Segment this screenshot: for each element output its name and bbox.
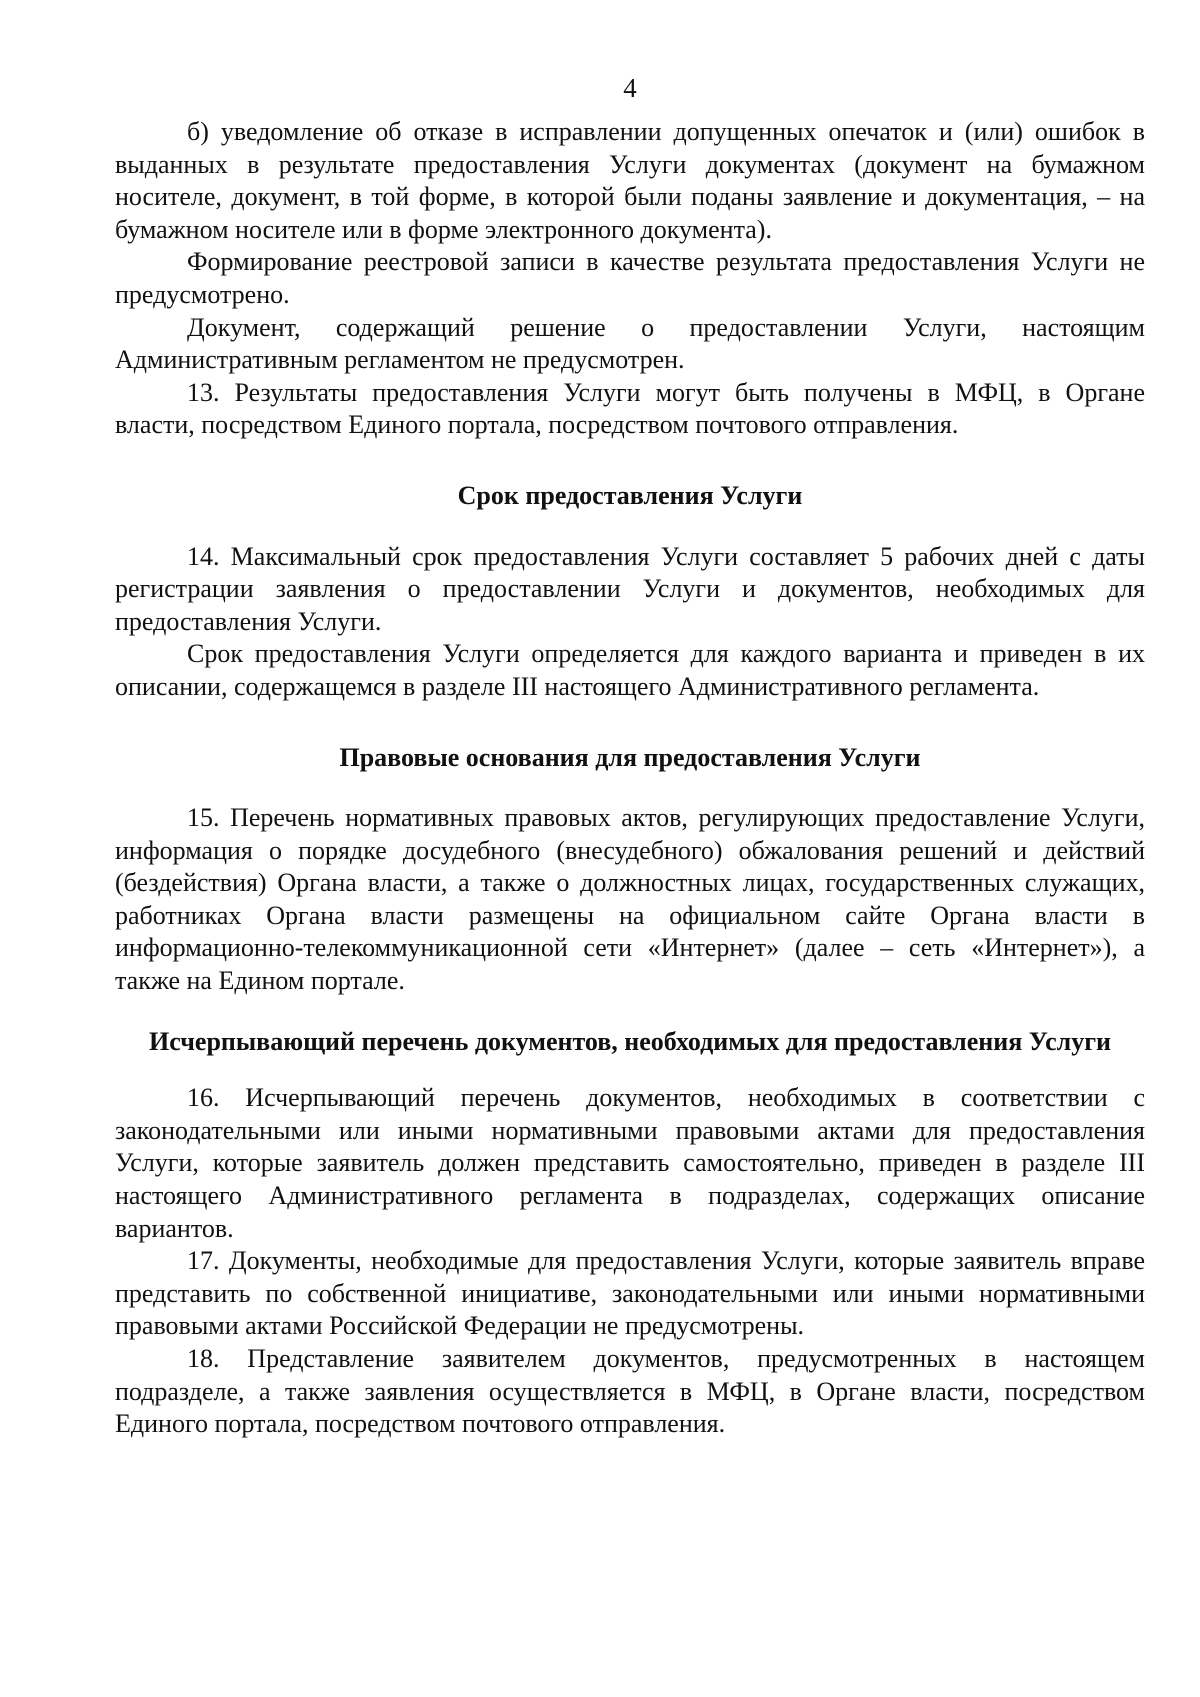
paragraph-decision-document: Документ, содержащий решение о предоставлении Услуги, настоящим Административным регламентом не предусмотрен. (115, 312, 1145, 375)
paragraph-14: 14. Максимальный срок предоставления Услуги составляет 5 рабочих дней с даты регистрации заявления о предоставлении Услуги и документов, необходимых для предоставления Услуги. (115, 541, 1145, 636)
paragraph-term-variants: Срок предоставления Услуги определяется для каждого варианта и приведен в их описании, содержащемся в разделе III настоящего Административного регламента. (115, 639, 1145, 701)
paragraph-16: 16. Исчерпывающий перечень документов, необходимых в соответствии с законодательными или иными нормативными правовыми актами для предоставления Услуги, которые заявитель должен представить самостоятельно, приведен в разделе III настоящего Административного регламента в подразделах, содержащих описание вариантов. (115, 1083, 1145, 1243)
paragraph-notice-refusal: б) уведомление об отказе в исправлении допущенных опечаток и (или) ошибок в выданных в результате предоставления Услуги документах (документ на бумажном носителе, документ, в той форме, в которой были поданы заявление и документация, – на бумажном носителе или в форме электронного документа). (115, 117, 1145, 244)
paragraph-15: 15. Перечень нормативных правовых актов, регулирующих предоставление Услуги, информация о порядке досудебного (внесудебного) обжалования решений и действий (бездействия) Органа власти, а также о должностных лицах, государственных служащих, работниках Органа власти размещены на официальном сайте Органа власти в информационно-телекоммуникационной сети «Интернет» (далее – сеть «Интернет»), а также на Едином портале. (115, 803, 1145, 996)
paragraph-registry-record: Формирование реестровой записи в качестве результата предоставления Услуги не предусмотрено. (115, 247, 1145, 309)
heading-documents-list: Исчерпывающий перечень документов, необходимых для предоставления Услуги (149, 1026, 1111, 1056)
paragraph-17: 17. Документы, необходимые для предоставления Услуги, которые заявитель вправе представить по собственной инициативе, законодательными или иными нормативными правовыми актами Российской Федерации не предусмотрены. (115, 1246, 1145, 1341)
page-number: 4 (623, 73, 637, 103)
heading-service-term: Срок предоставления Услуги (457, 480, 803, 510)
paragraph-18: 18. Представление заявителем документов, предусмотренных в настоящем подразделе, а также заявления осуществляется в МФЦ, в Органе власти, посредством Единого портала, посредством почтового отправления. (115, 1344, 1145, 1439)
heading-legal-grounds: Правовые основания для предоставления Услуги (339, 742, 921, 772)
paragraph-13: 13. Результаты предоставления Услуги могут быть получены в МФЦ, в Органе власти, посредством Единого портала, посредством почтового отправления. (115, 377, 1145, 440)
